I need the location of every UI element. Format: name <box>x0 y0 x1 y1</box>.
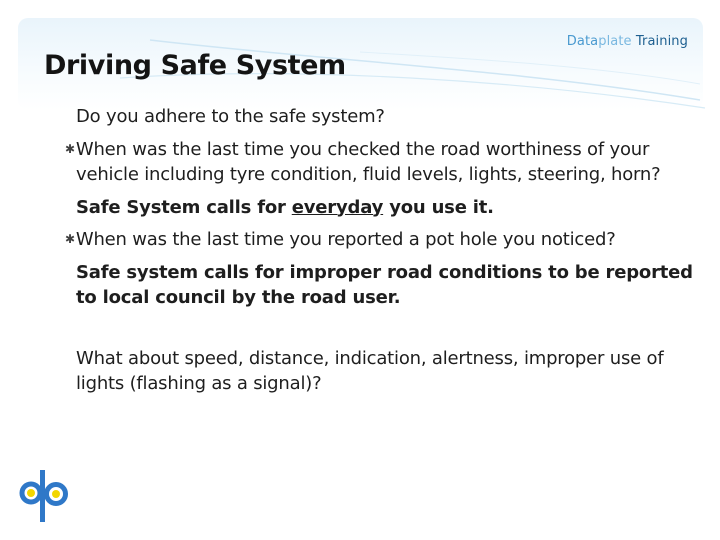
bullet-pothole <box>65 227 716 253</box>
bullet-pothole-text: When was the last time you reported a pot hole you noticed? <box>75 229 616 250</box>
bullet-roadworthiness-text: When was the last time you checked the road worthiness of your vehicle including tyre condition, fluid levels, lights, steering, horn? <box>75 138 661 185</box>
spacer <box>76 318 716 346</box>
question-speed-distance: What about speed, distance, indication, alertness, improper use of lights (flashing as a signal)? <box>76 347 664 394</box>
everyday-emphasis: everyday <box>291 196 384 218</box>
question-safe-system: Do you adhere to the safe system? <box>76 106 385 127</box>
brand-data-text: Data <box>566 34 599 49</box>
slide-title: Driving Safe System <box>44 50 346 81</box>
bullet-roadworthiness <box>65 137 716 188</box>
brand-training-text: Training <box>631 34 688 49</box>
safe-system-everyday <box>76 195 716 221</box>
dataplate-logo-icon <box>14 466 74 526</box>
safe-system-prefix: Safe System calls for <box>76 196 292 218</box>
safe-system-suffix: you use it. <box>383 196 494 218</box>
asterisk-bullet-icon: ✱ <box>65 141 75 156</box>
asterisk-bullet-icon: ✱ <box>65 232 75 246</box>
safe-system-reporting: Safe system calls for improper road conditions to be reported to local council by the road user. <box>76 261 693 308</box>
brand-plate-text: plate <box>598 34 632 49</box>
slide-body <box>65 104 716 404</box>
brand-label <box>567 34 688 49</box>
